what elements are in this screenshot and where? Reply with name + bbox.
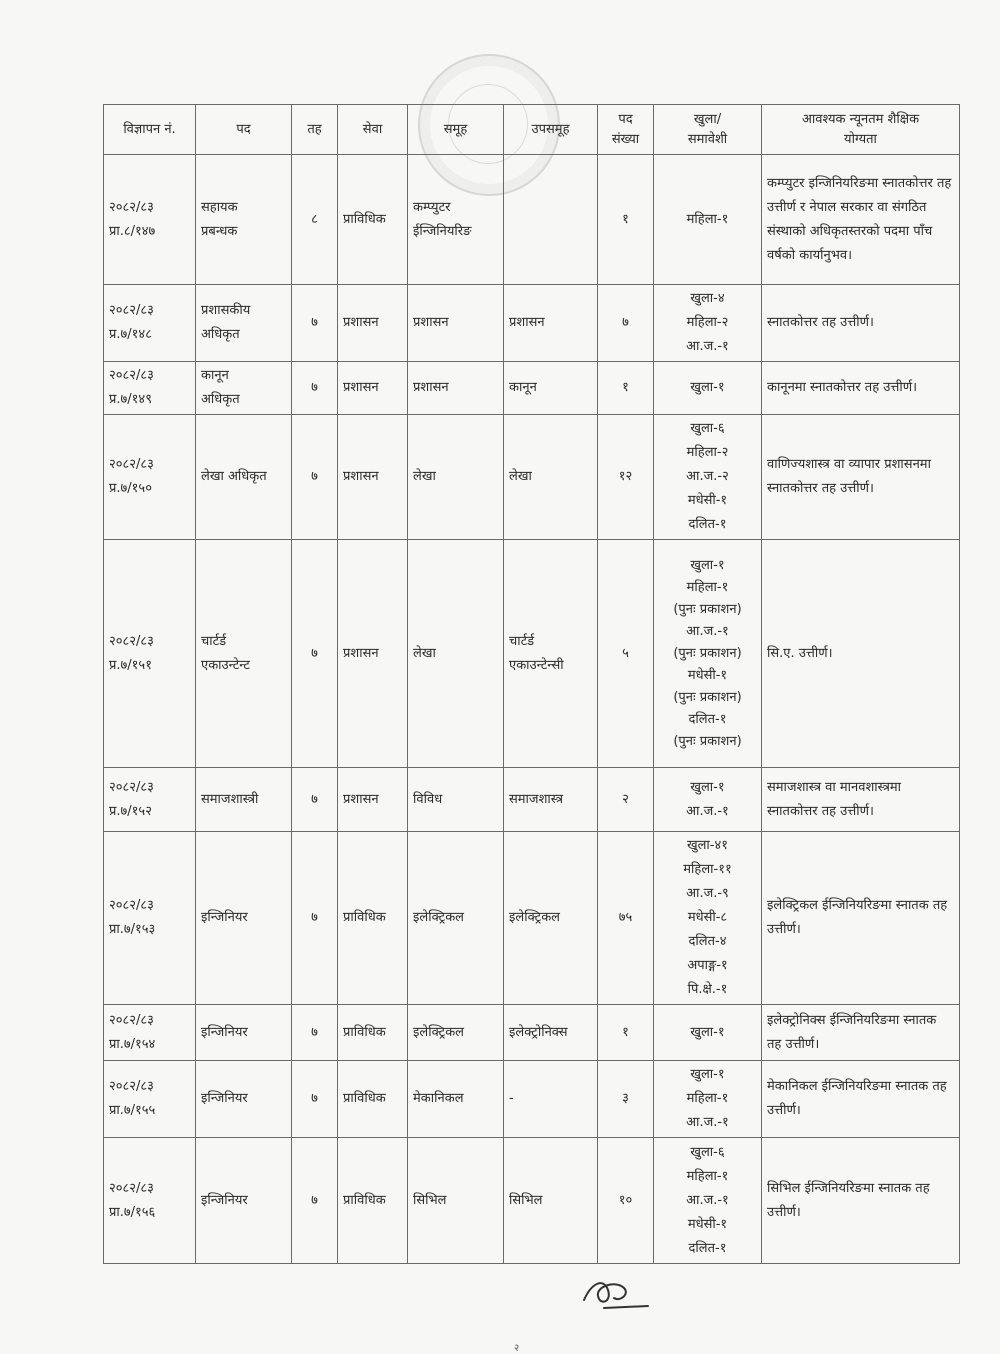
table-row xyxy=(104,415,960,540)
cell-qualification: मेकानिकल ईन्जिनियरिङमा स्नातक तह उत्तीर्ण। xyxy=(762,1061,960,1138)
header-service: सेवा xyxy=(338,105,408,155)
cell-count: ३ xyxy=(598,1061,654,1138)
cell-service: प्रशासन xyxy=(338,285,408,362)
cell-level: ७ xyxy=(292,362,338,415)
cell-level: ७ xyxy=(292,540,338,768)
cell-open-inclusive: खुला-१ xyxy=(654,362,762,415)
cell-subgroup: चार्टर्ड एकाउन्टेन्सी xyxy=(504,540,598,768)
cell-post: सहायक प्रबन्धक xyxy=(196,155,292,285)
cell-subgroup: सिभिल xyxy=(504,1138,598,1264)
cell-group: मेकानिकल xyxy=(408,1061,504,1138)
cell-qualification: समाजशास्त्र वा मानवशास्त्रमा स्नातकोत्तर तह उत्तीर्ण। xyxy=(762,768,960,832)
cell-subgroup: प्रशासन xyxy=(504,285,598,362)
cell-ad-no: २०८२/८३ प्रा.७/१५६ xyxy=(104,1138,196,1264)
cell-group: विविध xyxy=(408,768,504,832)
cell-group: सिभिल xyxy=(408,1138,504,1264)
cell-subgroup: समाजशास्त्र xyxy=(504,768,598,832)
cell-group: इलेक्ट्रिकल xyxy=(408,832,504,1005)
cell-post: प्रशासकीय अधिकृत xyxy=(196,285,292,362)
cell-service: प्रशासन xyxy=(338,540,408,768)
cell-ad-no: २०८२/८३ प्रा.८/१४७ xyxy=(104,155,196,285)
table-row xyxy=(104,540,960,768)
cell-service: प्रशासन xyxy=(338,362,408,415)
header-group: समूह xyxy=(408,105,504,155)
page-number: २ xyxy=(514,1343,520,1354)
cell-service: प्रशासन xyxy=(338,415,408,540)
cell-group: लेखा xyxy=(408,415,504,540)
cell-count: १ xyxy=(598,362,654,415)
cell-subgroup: इलेक्ट्रोनिक्स xyxy=(504,1005,598,1061)
cell-subgroup: इलेक्ट्रिकल xyxy=(504,832,598,1005)
cell-group: प्रशासन xyxy=(408,362,504,415)
cell-level: ७ xyxy=(292,1061,338,1138)
cell-qualification: कानूनमा स्नातकोत्तर तह उत्तीर्ण। xyxy=(762,362,960,415)
header-post: पद xyxy=(196,105,292,155)
table-row xyxy=(104,1061,960,1138)
cell-open-inclusive: खुला-४ महिला-२ आ.ज.-१ xyxy=(654,285,762,362)
cell-count: १ xyxy=(598,155,654,285)
cell-level: ७ xyxy=(292,285,338,362)
cell-open-inclusive: खुला-६ महिला-२ आ.ज.-२ मधेसी-१ दलित-१ xyxy=(654,415,762,540)
cell-level: ७ xyxy=(292,415,338,540)
cell-qualification: इलेक्ट्रोनिक्स ईन्जिनियरिङमा स्नातक तह उत्तीर्ण। xyxy=(762,1005,960,1061)
cell-subgroup: कानून xyxy=(504,362,598,415)
cell-open-inclusive: खुला-१ महिला-१ आ.ज.-१ xyxy=(654,1061,762,1138)
header-subgroup: उपसमूह xyxy=(504,105,598,155)
cell-level: ७ xyxy=(292,1138,338,1264)
cell-group: इलेक्ट्रिकल xyxy=(408,1005,504,1061)
cell-count: १२ xyxy=(598,415,654,540)
cell-count: ५ xyxy=(598,540,654,768)
cell-level: ७ xyxy=(292,768,338,832)
header-open-inclusive: खुला/ समावेशी xyxy=(654,105,762,155)
cell-ad-no: २०८२/८३ प्र.७/१५० xyxy=(104,415,196,540)
cell-ad-no: २०८२/८३ प्र.७/१५१ xyxy=(104,540,196,768)
cell-subgroup: लेखा xyxy=(504,415,598,540)
cell-post: इन्जिनियर xyxy=(196,832,292,1005)
table-row xyxy=(104,768,960,832)
cell-ad-no: २०८२/८३ प्र.७/१४८ xyxy=(104,285,196,362)
table-row xyxy=(104,285,960,362)
cell-post: लेखा अधिकृत xyxy=(196,415,292,540)
cell-open-inclusive: खुला-४१ महिला-११ आ.ज.-९ मधेसी-८ दलित-४ अपाङ्ग-१ पि.क्षे.-१ xyxy=(654,832,762,1005)
cell-post: इन्जिनियर xyxy=(196,1005,292,1061)
cell-open-inclusive: खुला-१ xyxy=(654,1005,762,1061)
cell-post: समाजशास्त्री xyxy=(196,768,292,832)
cell-open-inclusive: खुला-१ महिला-१ (पुनः प्रकाशन) आ.ज.-१ (पुनः प्रकाशन) मधेसी-१ (पुनः प्रकाशन) दलित-१ (पुनः प्रकाशन) xyxy=(654,540,762,768)
cell-subgroup xyxy=(504,155,598,285)
cell-count: ७५ xyxy=(598,832,654,1005)
cell-service: प्राविधिक xyxy=(338,1061,408,1138)
cell-post: इन्जिनियर xyxy=(196,1061,292,1138)
cell-level: ८ xyxy=(292,155,338,285)
cell-ad-no: २०८२/८३ प्रा.७/१५४ xyxy=(104,1005,196,1061)
cell-open-inclusive: खुला-१ आ.ज.-१ xyxy=(654,768,762,832)
table-row xyxy=(104,832,960,1005)
cell-group: लेखा xyxy=(408,540,504,768)
cell-open-inclusive: खुला-६ महिला-१ आ.ज.-१ मधेसी-१ दलित-१ xyxy=(654,1138,762,1264)
cell-service: प्राविधिक xyxy=(338,155,408,285)
table-row xyxy=(104,1138,960,1264)
table-row xyxy=(104,155,960,285)
cell-count: ७ xyxy=(598,285,654,362)
cell-qualification: सिभिल ईन्जिनियरिङमा स्नातक तह उत्तीर्ण। xyxy=(762,1138,960,1264)
header-count: पद संख्या xyxy=(598,105,654,155)
cell-level: ७ xyxy=(292,832,338,1005)
table-header-row xyxy=(104,105,960,155)
cell-service: प्रशासन xyxy=(338,768,408,832)
cell-qualification: कम्प्युटर इन्जिनियरिङमा स्नातकोत्तर तह उत्तीर्ण र नेपाल सरकार वा संगठित संस्थाको अधिकृतस्तरको पदमा पाँच वर्षको कार्यानुभव। xyxy=(762,155,960,285)
vacancy-table xyxy=(103,104,960,1264)
cell-count: १० xyxy=(598,1138,654,1264)
cell-service: प्राविधिक xyxy=(338,1005,408,1061)
cell-ad-no: २०८२/८३ प्र.७/१४९ xyxy=(104,362,196,415)
cell-service: प्राविधिक xyxy=(338,1138,408,1264)
cell-ad-no: २०८२/८३ प्र.७/१५२ xyxy=(104,768,196,832)
cell-qualification: इलेक्ट्रिकल ईन्जिनियरिङमा स्नातक तह उत्तीर्ण। xyxy=(762,832,960,1005)
header-ad-no: विज्ञापन नं. xyxy=(104,105,196,155)
cell-subgroup: - xyxy=(504,1061,598,1138)
handwritten-signature xyxy=(574,1272,654,1312)
cell-post: इन्जिनियर xyxy=(196,1138,292,1264)
table-row xyxy=(104,1005,960,1061)
header-level: तह xyxy=(292,105,338,155)
table-row xyxy=(104,362,960,415)
cell-qualification: सि.ए. उत्तीर्ण। xyxy=(762,540,960,768)
cell-qualification: स्नातकोत्तर तह उत्तीर्ण। xyxy=(762,285,960,362)
cell-open-inclusive: महिला-१ xyxy=(654,155,762,285)
cell-qualification: वाणिज्यशास्त्र वा व्यापार प्रशासनमा स्नातकोत्तर तह उत्तीर्ण। xyxy=(762,415,960,540)
header-qualification: आवश्यक न्यूनतम शैक्षिक योग्यता xyxy=(762,105,960,155)
cell-post: चार्टर्ड एकाउन्टेन्ट xyxy=(196,540,292,768)
cell-service: प्राविधिक xyxy=(338,832,408,1005)
cell-count: २ xyxy=(598,768,654,832)
cell-ad-no: २०८२/८३ प्रा.७/१५५ xyxy=(104,1061,196,1138)
cell-level: ७ xyxy=(292,1005,338,1061)
cell-group: कम्प्युटर ईन्जिनियरिङ xyxy=(408,155,504,285)
cell-post: कानून अधिकृत xyxy=(196,362,292,415)
cell-count: १ xyxy=(598,1005,654,1061)
cell-group: प्रशासन xyxy=(408,285,504,362)
cell-ad-no: २०८२/८३ प्रा.७/१५३ xyxy=(104,832,196,1005)
